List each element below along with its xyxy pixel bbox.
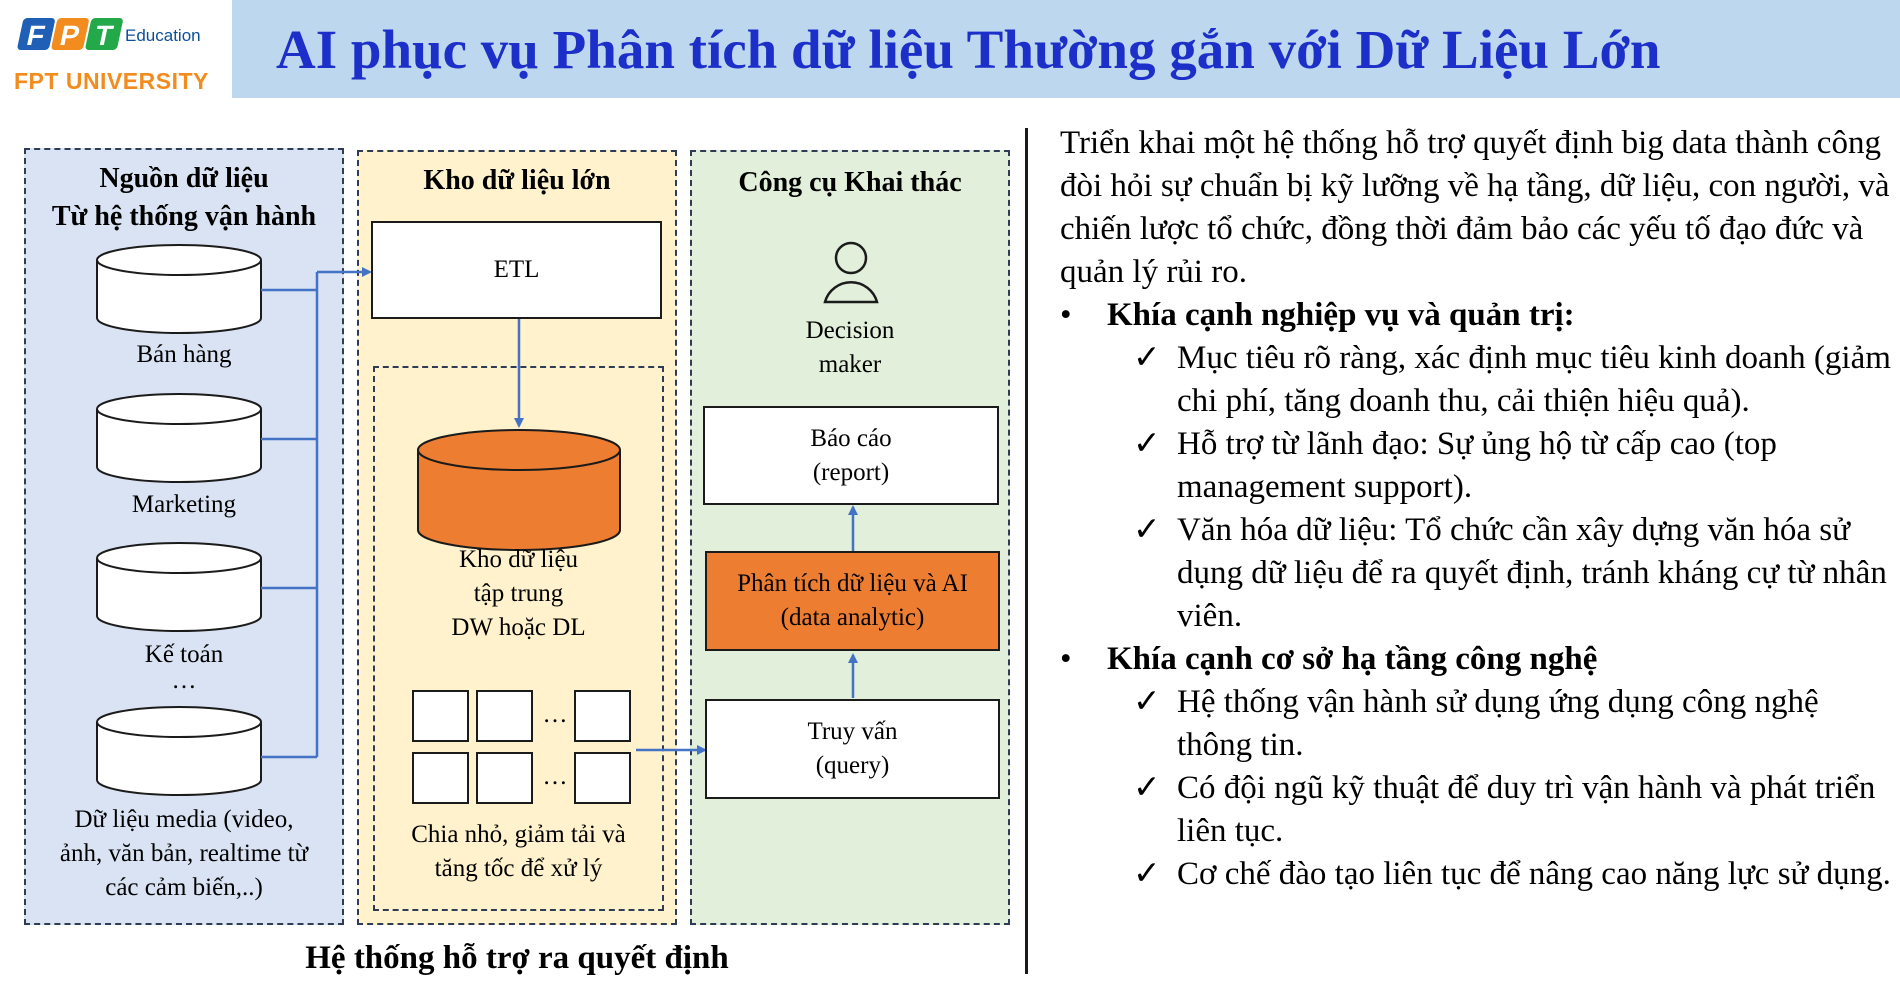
logo-education-text: Education xyxy=(125,26,201,45)
checklist-item-text: Có đội ngũ kỹ thuật để duy trì vận hành và phát triển liên tục. xyxy=(1177,770,1876,849)
svg-text:P: P xyxy=(57,19,83,51)
query-line2: (query) xyxy=(815,752,890,779)
person-icon xyxy=(825,243,877,302)
query-box xyxy=(705,699,1000,799)
etl-box xyxy=(371,221,662,319)
logo-university-text: FPT UNIVERSITY xyxy=(14,68,209,94)
analytics-line1: Phân tích dữ liệu và AI xyxy=(737,570,968,597)
central-warehouse-cylinder-icon xyxy=(418,430,620,550)
checklist-item xyxy=(1060,767,1895,853)
cylinder-sales-icon xyxy=(97,245,261,333)
section-heading xyxy=(1060,638,1895,681)
etl-label: ETL xyxy=(493,256,540,283)
cylinder-accounting-icon xyxy=(97,543,261,631)
checklist-item-text: Cơ chế đào tạo liên tục để nâng cao năng lực sử dụng. xyxy=(1177,856,1891,892)
svg-text:F: F xyxy=(24,19,48,51)
right-text-panel xyxy=(1060,122,1895,896)
source-label-sales: Bán hàng xyxy=(136,341,232,368)
warehouse-header: Kho dữ liệu lớn xyxy=(423,165,611,196)
chunk-ellipsis: … xyxy=(542,701,568,728)
diagram-caption: Hệ thống hỗ trợ ra quyết định xyxy=(305,940,729,976)
checklist-item xyxy=(1060,337,1895,423)
check-icon: ✓ xyxy=(1133,340,1161,376)
check-icon: ✓ xyxy=(1133,770,1161,806)
section-heading xyxy=(1060,294,1895,337)
data-chunk xyxy=(412,690,469,742)
check-icon: ✓ xyxy=(1133,684,1161,720)
source-ellipsis: … xyxy=(171,667,197,694)
slide-title: AI phục vụ Phân tích dữ liệu Thường gắn với Dữ Liệu Lớn xyxy=(276,19,1661,80)
vertical-divider xyxy=(1025,128,1028,974)
source-label-marketing: Marketing xyxy=(131,491,237,518)
checklist-item-text: Hỗ trợ từ lãnh đạo: Sự ủng hộ từ cấp cao (top management support). xyxy=(1177,426,1777,505)
checklist-item xyxy=(1060,681,1895,767)
central-label-line2: tập trung xyxy=(473,580,564,607)
tools-header: Công cụ Khai thác xyxy=(738,167,962,198)
chunk-ellipsis: … xyxy=(542,763,568,790)
data-chunk xyxy=(574,752,631,804)
check-icon: ✓ xyxy=(1133,856,1161,892)
checklist-item xyxy=(1060,853,1895,896)
intro-paragraph: Triển khai một hệ thống hỗ trợ quyết định big data thành công đòi hỏi sự chuẩn bị kỹ lưỡng về hạ tầng, dữ liệu, con người, và chiến lược tổ chức, đồng thời đảm bảo các yếu tố đạo đức và quản lý rủi ro. xyxy=(1060,125,1890,290)
analytics-line2: (data analytic) xyxy=(780,604,925,631)
data-chunk xyxy=(574,690,631,742)
analytics-box xyxy=(705,551,1000,651)
checklist-item xyxy=(1060,509,1895,638)
section-heading-text: Khía cạnh cơ sở hạ tầng công nghệ xyxy=(1107,641,1598,677)
decision-maker-line1: Decision xyxy=(805,317,895,344)
sources-header-line1: Nguồn dữ liệu xyxy=(99,163,269,194)
central-label-line1: Kho dữ liệu xyxy=(458,546,579,573)
report-line1: Báo cáo xyxy=(810,424,892,452)
query-line1: Truy vấn xyxy=(807,718,898,745)
checklist-item-text: Mục tiêu rõ ràng, xác định mục tiêu kinh doanh (giảm chi phí, tăng doanh thu, cải thiện hiệu quả). xyxy=(1177,340,1891,419)
section-heading-text: Khía cạnh nghiệp vụ và quản trị: xyxy=(1107,297,1575,333)
source-label-accounting: Kế toán xyxy=(144,641,224,668)
bullet-icon: • xyxy=(1060,297,1072,333)
check-icon: ✓ xyxy=(1133,426,1161,462)
split-label-line1: Chia nhỏ, giảm tải và xyxy=(411,821,626,848)
cylinder-media-icon xyxy=(97,707,261,795)
data-chunk xyxy=(412,752,469,804)
cylinder-marketing-icon xyxy=(97,394,261,482)
report-box xyxy=(703,406,999,505)
data-chunk xyxy=(476,690,533,742)
decision-maker-line2: maker xyxy=(818,351,882,378)
sources-header-line2: Từ hệ thống vận hành xyxy=(51,201,317,232)
checklist-item xyxy=(1060,423,1895,509)
split-label-line2: tăng tốc để xử lý xyxy=(434,855,603,882)
source-media-line1: Dữ liệu media (video, xyxy=(74,806,294,833)
bullet-icon: • xyxy=(1060,641,1072,677)
central-label-line3: DW hoặc DL xyxy=(451,614,586,641)
source-media-line3: các cảm biến,..) xyxy=(105,874,263,901)
checklist-item-text: Hệ thống vận hành sử dụng ứng dụng công nghệ thông tin. xyxy=(1177,684,1819,763)
check-icon: ✓ xyxy=(1133,512,1161,548)
report-line2: (report) xyxy=(812,458,890,486)
checklist-item-text: Văn hóa dữ liệu: Tổ chức cần xây dựng văn hóa sử dụng dữ liệu để ra quyết định, tránh kháng cự từ nhân viên. xyxy=(1177,512,1887,634)
data-chunk xyxy=(476,752,533,804)
source-media-line2: ảnh, văn bản, realtime từ xyxy=(59,840,309,867)
svg-text:T: T xyxy=(92,19,116,51)
